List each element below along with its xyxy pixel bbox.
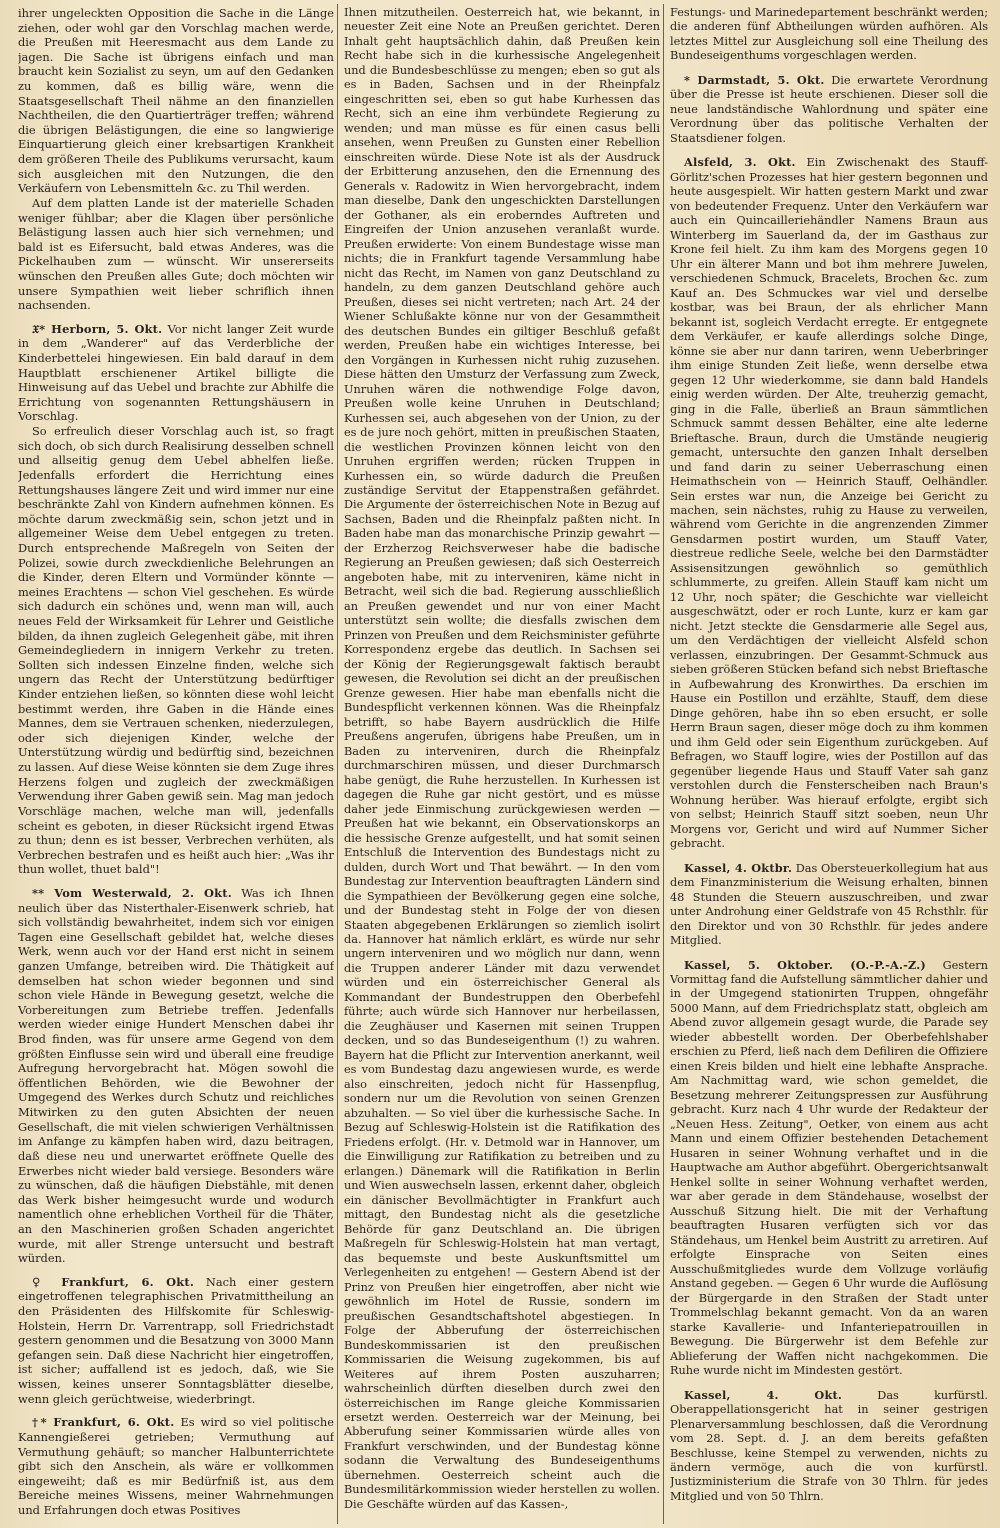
article-text: Gestern Vormittag fand die Aufstellung sämmtlicher dahier und in der Umgegend stationirten Truppen, ohngefähr 5000 Mann, auf dem Friedrichsplatz statt, obgleich am Abend zuvor allgemein gesagt wurde, die Parade sey wieder abbestellt worden. Der Oberbefehlshaber erschien zu Pferd, ließ nach dem Defiliren die Offiziere einen Kreis bilden und hielt eine lebhafte Ansprache. Am Nachmittag ward, wie schon gemeldet, die Besetzung mehrerer Zeitungspressen zur Ausführung gebracht. Kurz nach 4 Uhr wurde der Redakteur der „Neuen Hess. Zeitung", Oetker, von einem aus acht Mann und einem Offizier bestehenden Detachement Husaren in seiner Wohnung verhaftet und in die Hauptwache am Author abgeführt. Obergerichtsanwalt Henkel sollte in seiner Wohnung verhaftet werden, war aber gerade in dem Ständehause, woselbst der Ausschuß Sitzung hielt. Die mit der Verhaftung beauftragten Husaren verfügten sich vor das Ständehaus, um Henkel beim Austritt zu arretiren. Auf erfolgte Einsprache von Seiten eines Ausschußmitgliedes wurde dem Vollzuge vorläufig Anstand gegeben. — Gegen 6 Uhr wurde die Auflösung der Bürgergarde in den Straßen der Stadt unter Trommelschlag bekannt gemacht. Von da an waren starke Kavallerie- und Infanteriepatrouillen in Bewegung. Die Bürgerwehr ist dem Befehle zur Ablieferung der Waffen nicht nachgekommen. Die Ruhe wurde nicht im Mindesten gestört.: [670, 958, 988, 1378]
paragraph: [18, 424, 334, 877]
article: [670, 155, 988, 851]
continued-text: [670, 6, 988, 64]
article-dateline: Kassel, 4. Okt.: [684, 1387, 843, 1402]
column-left: [18, 6, 334, 1522]
article-dateline: Alsfeld, 3. Okt.: [684, 155, 796, 170]
article-text: So erfreulich dieser Vorschlag auch ist, so fragt sich doch, ob sich durch Realisirung desselben schnell und allseitig genug dem Uebel abhelfen ließe. Jedenfalls erfordert die Herrichtung eines Rettungshauses längere Zeit und wird immer nur eine beschränkte Zahl von Kindern aufnehmen können. Es möchte darum zweckmäßig sein, schon jetzt und in allgemeiner Weise dem Uebel entgegen zu treten. Durch entsprechende Maßregeln von Seiten der Polizei, sowie durch zweckdienliche Belehrungen an die Kinder, deren Eltern und Vormünder könnte — meines Erachtens — schon Viel geschehen. Es würde sich dadurch ein schönes und, wenn man will, auch neues Feld der Wirksamkeit für Lehrer und Geistliche bilden, da ihnen zugleich Gelegenheit gäbe, mit ihren Gemeindegliedern in innigern Verkehr zu treten. Sollten sich indessen Einzelne finden, welche sich ungern das Recht der Unterstützung bedürftiger Kinder entziehen ließen, so könnten diese wohl leicht bestimmt werden, ihre Gaben in die Hände eines Mannes, dem sie Vertrauen schenken, niederzulegen, oder sich diejenigen Kinder, welche der Unterstützung würdig und bedürftig sind, bezeichnen zu lassen. Auf diese Weise könnten sie dem Zuge ihres Herzens folgen und zugleich der zweckmäßigen Verwendung ihrer Gaben gewiß sein. Mag man jedoch Vorschläge machen, welche man will, jedenfalls scheint es geboten, in dieser Rücksicht irgend Etwas zu thun; denn es ist besser, Verbrechen verhüten, als Verbrechen bestrafen und es heißt auch hier: „Was ihr thun wollet, thuet bald"!: [18, 424, 334, 877]
column-rule-right: [663, 4, 664, 1524]
column-right: [670, 6, 988, 1522]
column-middle: [344, 6, 660, 1522]
article-text: Das kurfürstl. Oberappellationsgericht hat in seiner gestrigen Plenarversammlung beschlossen, daß die Verordnung vom 28. Sept. d. J. an dem bereits gefaßten Beschlusse, keine Stempel zu verwenden, nichts zu ändern vermöge, auch die von kurfürstl. Justizministerium die Strafe von 30 Thlrn. für jedes Mitglied und von 50 Thlrn.: [670, 1388, 988, 1503]
article-text: Auf dem platten Lande ist der materielle Schaden weniger fühlbar; aber die Klagen über persönliche Belästigung lassen auch hier sich vernehmen; und bald ist es Eifersucht, bald etwas Anderes, was die Pickelhauben zum — wünscht. Wir unsererseits wünschen den Preußen alles Gute; doch möchten wir unsere Sympathien weit lieber schriflich ihnen nachsenden.: [18, 195, 334, 313]
article-text: Vor nicht langer Zeit wurde in dem „Wanderer" auf das Verderbliche der Kinderbettelei hingewiesen. Ein bald darauf in dem Hauptblatt erschienener Artikel billigte die Hinweisung auf das Uebel und brachte zur Abhilfe die Errichtung von sogenannten Rettungshäusern in Vorschlag.: [18, 321, 334, 424]
article-text: Nach einer gestern eingetroffenen telegraphischen Privatmittheilung an den Präsidenten des Hilfskomite für Schleswig-Holstein, Herrn Dr. Varrentrapp, soll Friedrichstadt gestern genommen und die Besatzung von 3000 Mann gefangen sein. Daß diese Nachricht hier eingetroffen, ist sicher; auffallend ist es jedoch, daß, wie Sie wissen, keines unserer Sonntagsblätter dieselbe, wenn gleich gerüchtweise, wiederbringt.: [18, 1274, 334, 1406]
article-text: ihrer ungeleckten Opposition die Sache in die Länge ziehen, oder wohl gar den Vorschlag machen werde, die Preußen mit Heeresmacht aus dem Lande zu jagen. Die Sache ist übrigens einfach und man braucht kein Sozialist zu seyn, um auf den Gedanken zu kommen, daß es billig wäre, wenn die Staatsgesellschaft Theil nähme an den finanziellen Nachtheilen, die den Quartierträger treffen; während die übrigen Belästigungen, die eine so langwierige Einquartierung gleich einer krebsartigen Krankheit dem größeren Theile des Publikums verursacht, kaum sich ausgleichen mit den Nutzungen, die den Verkäufern von Lebensmitteln &c. zu Thil werden.: [18, 6, 334, 196]
article: [670, 861, 988, 949]
article-dateline: Kassel, 4. Oktbr.: [684, 860, 793, 875]
article-dateline: * Darmstadt, 5. Okt.: [684, 72, 825, 87]
article: [18, 322, 334, 424]
article-dateline: 𝔛* Herborn, 5. Okt.: [32, 321, 163, 336]
article: [18, 886, 334, 1266]
article-dateline: Kassel, 5. Oktober. (O.-P.-A.-Z.): [684, 957, 926, 972]
article-text: Was ich Ihnen neulich über das Nisterthaler-Eisenwerk schrieb, hat sich vollständig bewahrheitet, indem sich vor einigen Tagen eine Gesellschaft gebildet hat, welche dieses Werk, wenn auch vor der Hand erst nicht in seinem ganzen Umfange, betreiben wird. Die Thätigkeit auf demselben hat schon wieder begonnen und sind schon viele Hände in Bewegung gesetzt, welche die Vorbereitungen zum Betriebe treffen. Jedenfalls werden wieder einige Hundert Menschen dabei ihr Brod finden, was für unsere arme Gegend von dem größten Einflusse sein wird und überall eine freudige Aufregung hervorgebracht hat. Mögen sowohl die öffentlichen Behörden, wie die Bewohner der Umgegend des Werkes durch Schutz und reichliches Mitwirken zu den guten Absichten der neuen Gesellschaft, die mit vielen schwierigen Verhältnissen im Anfange zu kämpfen haben wird, dazu beitragen, daß diese neu und unerwartet eröffnete Quelle des Erwerbes nicht wieder bald versiege. Besonders wäre zu wünschen, daß die häufigen Diebstähle, mit denen das Werk bisher heimgesucht wurde und wodurch namentlich ohne erheblichen Vortheil für die Thäter, an den Maschinerien großen Schaden angerichtet wurde, mit aller Strenge untersucht und bestraft würden.: [18, 885, 334, 1266]
article-text: Ihnen mitzutheilen. Oesterreich hat, wie bekannt, in neuester Zeit eine Note an Preußen gerichtet. Deren Inhalt geht hauptsächlich dahin, daß Preußen kein Recht habe sich in die kurhessische Angelegenheit und die Bundesbeschlüsse zu mengen; eben so gut als es in Baden, Sachsen und in der Rheinpfalz eingeschritten sei, eben so gut habe Kurhessen das Recht, sich an eine ihm verbündete Regierung zu wenden; und man müsse es für einen casus belli ansehen, wenn Preußen zu Gunsten einer Rebellion einschreiten würde. Diese Note ist als der Ausdruck der Erbitterung anzusehen, den die Ernennung des Generals v. Radowitz in Wien hervorgebracht, indem man dieselbe, Dank den ungeschickten Darstellungen der Gothaner, als ein eroberndes Auftreten und Eingreifen der Union anzusehen veranlaßt wurde. Preußen erwiderte: Von einem Bundestage wisse man nichts; die in Frankfurt tagende Versammlung habe nicht das Recht, im Namen von ganz Deutschland zu handeln, zu dem ganzen Deutschland gehöre auch Preußen, dieses sei nicht vertreten; nach Art. 24 der Wiener Schlußakte könne nur von der Gesammtheit des deutschen Bundes ein giltiger Beschluß gefaßt werden, Preußen habe ein wichtiges Interesse, bei den Vorgängen in Kurhessen nicht ruhig zuzusehen. Diese hätten den Umsturz der Verfassung zum Zweck, Unruhen wären die nothwendige Folge davon, Preußen wolle keine Unruhen in Deutschland; Kurhessen sei, auch abgesehen von der Union, zu der es de jure noch gehört, mitten in preußischen Staaten, die westlichen Provinzen können leicht von den Unruhen ergriffen werden; rücken Truppen in Kurhessen ein, so würde dadurch die Preußen zuständige Servitut der Etappenstraßen gefährdet. Die Argumente der österreichischen Note in Bezug auf Sachsen, Baden und die Rheinpfalz paßten nicht. In Baden habe man das monarchische Prinzip gewahrt — der Erzherzog Reichsverweser habe die badische Regierung an Preußen gewiesen; daß sich Oesterreich angeboten habe, mit zu interveniren, käme nicht in Betracht, weil sich die bad. Regierung ausschließlich an Preußen gewendet und nur von einer Macht unterstützt sein wollte; die diesfalls zwischen dem Prinzen von Preußen und dem Reichsminister geführte Korrespondenz ergebe das deutlich. In Sachsen sei der König der Regierungsgewalt faktisch beraubt gewesen, die Revolution sei dicht an der preußischen Grenze gewesen. Hier habe man ebenfalls nicht die Bundespflicht verkennen können. Was die Rheinpfalz betrifft, so habe Bayern ausdrücklich die Hilfe Preußens angerufen, übrigens habe Preußen, um in Baden zu interveniren, durch die Rheinpfalz durchmarschiren müssen, und dieser Durchmarsch habe genügt, die Ruhe herzustellen. In Kurhessen ist dagegen die Ruhe gar nicht gestört, und es müsse daher jede Einmischung zurückgewiesen werden — Preußen hat wie bekannt, ein Observationskorps an die hessische Grenze aufgestellt, und hat somit seinen Entschluß die Intervention des Bundestags nicht zu dulden, durch Wort und That bewährt. — In den vom Bundestag zur Intervention beauftragten Ländern sind die Sympathieen der Bevölkerung gegen eine solche, und der Bundestag steht in Folge der von diesen Staaten abgegebenen Erklärungen so ziemlich isolirt da. Hannover hat nämlich erklärt, es würde nur sehr ungern interveniren und wo möglich nur dann, wenn die Truppen anderer Länder mit dazu verwendet würden und ein österreichischer General als Kommandant der Bundestruppen den Oberbefehl führte; auch würde sich Hannover nur herbeilassen, die Zeughäuser und Kasernen mit seinen Truppen decken, und so das Bundeseigenthum (!) zu wahren. Bayern hat die Pflicht zur Intervention anerkannt, weil es vom Bundestag dazu angewiesen wurde, es werde also einschreiten, jedoch nicht für Hassenpflug, sondern nur um die Revolution von seinen Grenzen abzuhalten. — So viel über die kurhessische Sache. In Bezug auf Schleswig-Holstein ist die Ratifikation des Friedens erfolgt. (Hr. v. Detmold war in Hannover, um die Einwilligung zur Ratifikation zu betreiben und zu erlangen.) Dänemark will die Ratifikation in Berlin und Wien auswechseln lassen, erkennt daher, obgleich ein dänischer Bevollmächtigter in Frankfurt auch mittagt, den Bundestag nicht als die gesetzliche Behörde für ganz Deutschland an. Die übrigen Maßregeln für Schleswig-Holstein hat man vertagt, das bequemste und beste Auskunftsmittel um Verlegenheiten zu entgehen! — Gestern Abend ist der Prinz von Preußen hier eingetroffen, aber nicht wie gewöhnlich im Hotel de Russie, sondern im preußischen Gesandtschaftshotel abgestiegen. In Folge der Abberufung der österreichischen Bundeskommissarien ist den preußischen Kommissarien die Weisung zugekommen, bis auf Weiteres auf ihrem Posten auszuharren; wahrscheinlich dürften dieselben durch zwei den österreichischen im Range gleiche Kommissarien ersetzt werden. Oesterreich war der Meinung, bei Abberufung seiner Kommissarien würde alles von Frankfurt verschwinden, und der Bundestag könne sodann die Verwaltung des Bundeseigenthums übernehmen. Oesterreich scheint auch die Bundesmilitärkommission wieder herstellen zu wollen. Die Geschäfte würden auf das Kassen-,: [344, 6, 660, 1511]
article-text: Das Obersteuerkollegium hat aus dem Finanzministerium die Weisung erhalten, binnen 48 Stunden die Steuern auszuschreiben, und zwar unter Androhung einer Geldstrafe von 45 Rchsthlr. für den Direktor und von 30 Rchsthlr. für jedes andere Mitglied.: [670, 861, 988, 948]
article-dateline: †* Frankfurt, 6. Okt.: [32, 1415, 175, 1430]
paragraph: [18, 196, 334, 313]
article: [670, 73, 988, 146]
article: [670, 1388, 988, 1505]
continued-text: [344, 6, 660, 1512]
article-dateline: ♀ Frankfurt, 6. Okt.: [32, 1274, 195, 1289]
article-text: Festungs- und Marinedepartement beschränkt werden; die anderen fünf Abtheilungen würden aufhören. Als letztes Mittel zur Ausgleichung soll eine Theilung des Bundeseigenthums vorgeschlagen werden.: [670, 6, 988, 63]
article: [18, 1275, 334, 1406]
column-rule-left: [337, 4, 338, 1524]
article-text: Ein Zwischenakt des Stauff-Görlitz'schen Prozesses hat hier gestern begonnen und heute ausgespielt. Wir hatten gestern Markt und zwar von bedeutender Frequenz. Unter den Verkäufern war auch ein Quincailleriehändler Namens Braun aus Winterberg im Sauerland da, der im Gasthaus zur Krone feil hielt. Zu ihm kam des Morgens gegen 10 Uhr ein älterer Mann und bot ihm mehrere Juwelen, verschiedenen Schmuck, Bracelets, Brochen &c. zum Kauf an. Des Schmuckes war viel und derselbe kostbar, was bei Braun, der als ehrlicher Mann bekannt ist, sogleich Verdacht erregte. Er entgegnete dem Verkäufer, er kaufe allerdings solche Dinge, könne sie aber nur dann tariren, wenn Ueberbringer ihm einige Stunden Zeit ließe, wenn derselbe etwa gegen 12 Uhr wiederkomme, sie dann bald Handels einig werden würden. Der Alte, treuherzig gemacht, ging in die Falle, überließ an Braun sämmtlichen Schmuck sammt dessen Behälter, eine alte lederne Brieftasche. Braun, durch die Umstände neugierig gemacht, untersuchte den ganzen Inhalt derselben und fand darin zu seiner Ueberraschung einen Heimathschein von — Heinrich Stauff, Oelhändler. Sein erstes war nun, die Anzeige bei Gericht zu machen, sein nächstes, ruhig zu Hause zu verweilen, während vom Gerichte in die angrenzenden Zimmer Gensdarmen postirt wurden, um Stauff Vater, diestreue redliche Seele, welche bei den Darmstädter Assisensitzungen gewöhnlich so gemüthlich schlummerte, zu greifen. Allein Stauff kam nicht um 12 Uhr, noch später; die Geschichte war vielleicht ausgeschwätzt, oder er roch Lunte, kurz er kam gar nicht. Jetzt steckte die Gensdarmerie alle Segel aus, um den Verdächtigen der vielleicht Alsfeld schon verlassen, einzubringen. Der Gesammt-Schmuck aus sieben größeren Stücken befand sich nebst Brieftasche in Aufbewahrung des Kronwirthes. Da erschien im Hause ein Postillon und erzählte, Stauff, dem diese Dinge gehören, habe ihn so eben ersucht, er solle Herrn Braun sagen, dieser möge doch zu ihm kommen und ihm Geld oder sein Eigenthum zurückgeben. Auf Befragen, wo Stauff logire, wies der Postillon auf das gegenüber liegende Haus und Stauff Vater sah ganz verstohlen durch die Fensterscheiben nach Braun's Wohnung herüber. Was hierauf erfolgte, ergibt sich von selbst; Heinrich Stauff sitzt soeben, neun Uhr Morgens vor, Gericht und wird auf Nummer Sicher gebracht.: [670, 156, 988, 851]
article-dateline: ** Vom Westerwald, 2. Okt.: [32, 885, 232, 900]
article-text: Es wird so viel politische Kannengießerei getrieben; Vermuthung auf Vermuthung gehäuft; so mancher Halbunterrichtete gibt sich den Anschein, als wäre er vollkommen eingeweiht; daß es mir Bedürfniß ist, aus dem Bereiche meines Wissens, meiner Wahrnehmungen und Erfahrungen doch etwas Positives: [18, 1415, 334, 1517]
article-text: Die erwartete Verordnung über die Presse ist heute erschienen. Dieser soll die neue landständische Wahlordnung und später eine Verordnung über das politische Verhalten der Staatsdiener folgen.: [670, 73, 988, 145]
article: [670, 958, 988, 1379]
continued-text: [18, 6, 334, 196]
article: [18, 1415, 334, 1517]
